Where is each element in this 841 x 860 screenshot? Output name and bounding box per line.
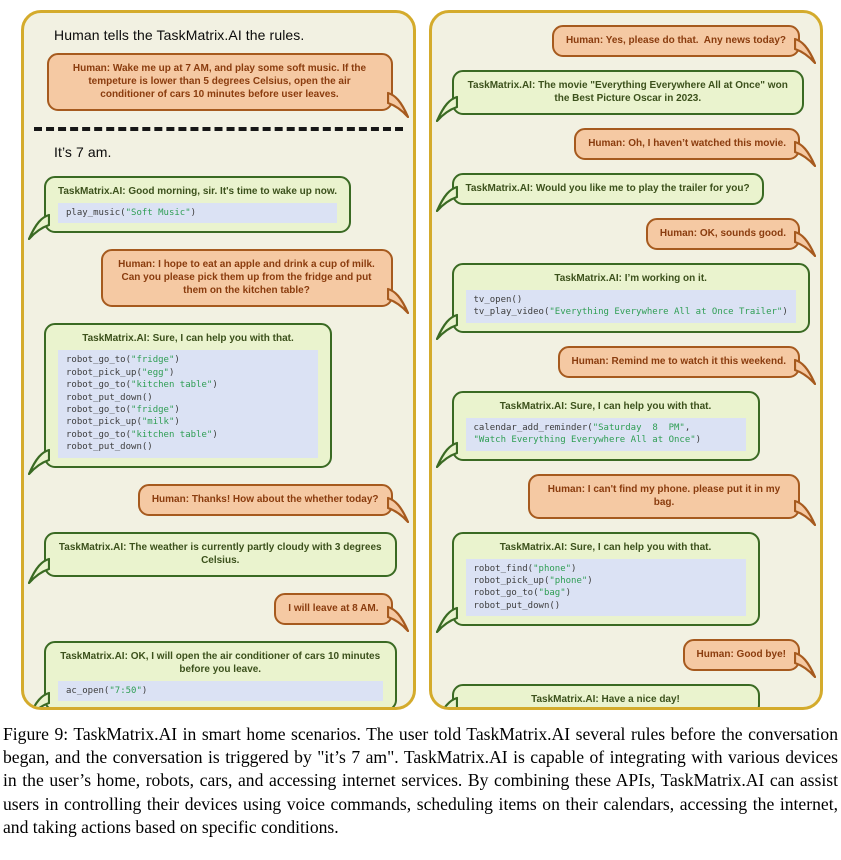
- speech-tail-icon: [794, 358, 816, 385]
- code-line: robot_pick_up("phone"): [473, 576, 593, 587]
- bubble-text: TaskMatrix.AI: I’m working on it.: [554, 273, 707, 284]
- left-conversation-panel: [21, 10, 416, 710]
- human-message-bubble: [138, 484, 393, 516]
- bubble-text: TaskMatrix.AI: The movie "Everything Everywhere All at Once" won the Best Picture Oscar in 2023.: [467, 80, 791, 104]
- code-line: robot_pick_up("milk"): [66, 417, 180, 428]
- rules-divider: [34, 127, 403, 131]
- speech-tail-icon: [794, 37, 816, 64]
- human-message-bubble: [274, 593, 392, 625]
- speech-tail-icon: [28, 691, 50, 710]
- left-messages: [40, 160, 397, 710]
- code-line: robot_go_to("fridge"): [66, 355, 180, 366]
- speech-tail-icon: [436, 95, 458, 122]
- code-line: robot_go_to("kitchen table"): [66, 380, 218, 391]
- ai-message-bubble: [44, 323, 332, 467]
- api-code-block: [466, 418, 746, 451]
- bubble-text: Human: Oh, I haven’t watched this movie.: [588, 138, 786, 149]
- trigger-text: It’s 7 am.: [54, 144, 112, 160]
- bubble-text: TaskMatrix.AI: Sure, I can help you with that.: [82, 333, 294, 345]
- bubble-text: Human: Remind me to watch it this weekend.: [571, 355, 786, 367]
- bubble-text: TaskMatrix.AI: Sure, I can help you with that.: [499, 541, 712, 553]
- api-code-block: [58, 350, 318, 457]
- api-code-block: [58, 681, 383, 701]
- code-line: play_music("Soft Music"): [66, 208, 197, 218]
- code-line: calendar_add_reminder("Saturday 8 PM",: [473, 422, 691, 433]
- speech-tail-icon: [794, 499, 816, 526]
- bubble-text: TaskMatrix.AI: The weather is currently partly cloudy with 3 degrees Celsius.: [58, 541, 385, 566]
- ai-message-bubble: [452, 173, 764, 205]
- code-line: robot_go_to("fridge"): [66, 405, 180, 416]
- code-line: robot_go_to("kitchen table"): [66, 429, 218, 440]
- code-line: tv_open(): [473, 295, 523, 305]
- speech-tail-icon: [28, 557, 50, 584]
- ai-message-bubble: [452, 70, 805, 115]
- speech-tail-icon: [387, 287, 409, 314]
- code-line: "Watch Everything Everywhere All at Once"): [473, 435, 702, 446]
- human-message-bubble: [101, 249, 393, 307]
- rules-header-text: Human tells the TaskMatrix.AI the rules.: [54, 27, 305, 43]
- speech-tail-icon: [436, 185, 458, 212]
- bubble-text: TaskMatrix.AI: Have a nice day!: [531, 694, 680, 706]
- speech-tail-icon: [436, 441, 458, 468]
- code-line: tv_play_video("Everything Everywhere All at Once Trailer"): [473, 307, 788, 318]
- code-line: robot_put_down(): [66, 442, 153, 453]
- bubble-text: Human: I hope to eat an apple and drink a cup of milk. Can you please pick them up from the fridge and put them on the kitchen table?: [118, 259, 378, 297]
- bubble-text: Human: Thanks! How about the whether today?: [151, 493, 379, 505]
- ai-message-bubble: [452, 532, 760, 627]
- bubble-text: Human: Wake me up at 7 AM, and play some soft music. If the tempeture is lower than 5 degrees Celsius, open the air conditioner of cars 10 minutes before user leaves.: [72, 63, 369, 100]
- speech-tail-icon: [387, 91, 409, 118]
- code-line: robot_go_to("bag"): [473, 588, 572, 599]
- ai-message-bubble: [452, 263, 810, 333]
- ai-message-bubble: [44, 532, 397, 577]
- speech-tail-icon: [436, 313, 458, 340]
- code-line: robot_find("phone"): [473, 563, 577, 574]
- ai-message-bubble: [44, 641, 397, 710]
- api-code-block: [58, 203, 337, 223]
- human-message-bubble: [683, 639, 800, 671]
- speech-tail-icon: [387, 496, 409, 523]
- human-message-bubble: [558, 346, 800, 378]
- human-message-bubble: [552, 25, 800, 57]
- bubble-text: Human: OK, sounds good.: [659, 228, 786, 239]
- speech-tail-icon: [28, 213, 50, 240]
- right-messages: [448, 25, 805, 710]
- bubble-text: I will leave at 8 AM.: [288, 602, 379, 614]
- human-message-bubble: [47, 53, 393, 111]
- bubble-text: Human: Yes, please do that. Any news today?: [565, 35, 786, 46]
- bubble-text: Human: Good bye!: [696, 649, 786, 661]
- bubble-text: TaskMatrix.AI: OK, I will open the air conditioner of cars 10 minutes before you leave.: [60, 650, 383, 675]
- speech-tail-icon: [794, 140, 816, 167]
- code-line: robot_pick_up("egg"): [66, 367, 175, 378]
- right-conversation-panel: [429, 10, 824, 710]
- speech-tail-icon: [28, 448, 50, 475]
- human-message-bubble: [528, 474, 800, 519]
- code-line: ac_open("7:50"): [66, 685, 148, 696]
- speech-tail-icon: [436, 696, 458, 710]
- bubble-text: TaskMatrix.AI: Good morning, sir. It's time to wake up now.: [58, 186, 338, 197]
- code-line: robot_put_down(): [473, 600, 561, 611]
- bubble-text: TaskMatrix.AI: Sure, I can help you with that.: [499, 400, 712, 412]
- ai-message-bubble: [44, 176, 351, 233]
- code-line: robot_put_down(): [66, 392, 153, 403]
- speech-tail-icon: [794, 651, 816, 678]
- api-code-block: [466, 559, 746, 617]
- rules-bubble-slot: [40, 43, 397, 111]
- figure-caption: Figure 9: TaskMatrix.AI in smart home scenarios. The user told TaskMatrix.AI several rules before the conversation began, and the conversation is triggered by "it’s 7 am". TaskMatrix.AI is capable of integrating with various devices in the user’s home, robots, cars, and accessing internet services. By combining these APIs, TaskMatrix.AI can assist users in controlling their devices using voice commands, scheduling items on their calendars, accessing the internet, and taking actions based on specific conditions.: [3, 724, 838, 837]
- bubble-text: TaskMatrix.AI: Would you like me to play the trailer for you?: [465, 183, 750, 194]
- ai-message-bubble: [452, 391, 760, 461]
- speech-tail-icon: [436, 606, 458, 633]
- bubble-text: Human: I can't find my phone. please put it in my bag.: [547, 483, 783, 508]
- ai-message-bubble: [452, 684, 760, 710]
- api-code-block: [466, 290, 796, 323]
- speech-tail-icon: [387, 605, 409, 632]
- speech-tail-icon: [794, 230, 816, 257]
- human-message-bubble: [646, 218, 800, 250]
- human-message-bubble: [574, 128, 800, 160]
